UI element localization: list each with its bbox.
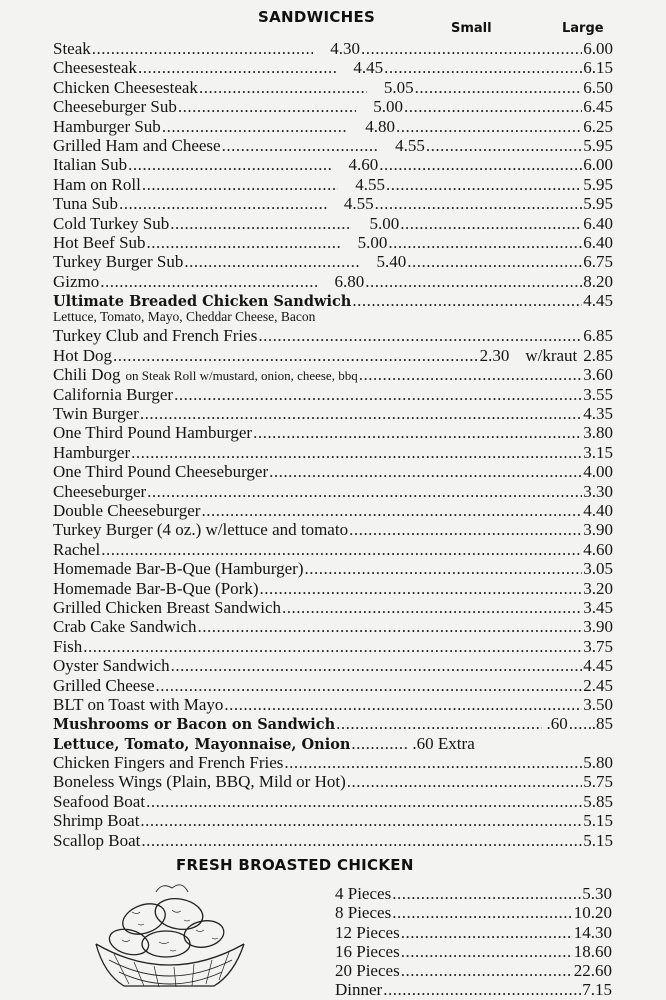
small-price: 4.30 bbox=[330, 39, 361, 58]
leader-dots bbox=[359, 365, 583, 384]
item-price: 7.15 bbox=[582, 980, 612, 1000]
leader-dots bbox=[171, 656, 583, 675]
menu-item-mushrooms bbox=[53, 714, 613, 733]
item-price: 10.20 bbox=[573, 903, 612, 923]
item-price: 4.00 bbox=[583, 462, 613, 482]
leader-dots bbox=[349, 520, 582, 539]
leader-dots bbox=[282, 598, 582, 617]
menu-item bbox=[335, 980, 612, 999]
leader-dots bbox=[141, 831, 582, 850]
large-price: 6.25 bbox=[583, 116, 613, 136]
menu-item bbox=[53, 753, 613, 772]
leader-dots bbox=[146, 792, 582, 811]
leader-dots bbox=[142, 175, 338, 194]
item-price: 5.15 bbox=[583, 811, 613, 831]
menu-item bbox=[335, 942, 612, 961]
menu-item bbox=[53, 404, 613, 423]
item-name: Tuna Sub bbox=[53, 194, 119, 214]
item-price: 3.15 bbox=[583, 442, 613, 462]
menu-item bbox=[53, 831, 613, 850]
menu-item bbox=[53, 155, 613, 174]
menu-item bbox=[53, 175, 613, 194]
large-price: 6.00 bbox=[583, 39, 613, 58]
leader-dots bbox=[198, 617, 583, 636]
large-price: 5.95 bbox=[583, 174, 613, 194]
item-price: 5.85 bbox=[583, 791, 613, 811]
leader-dots bbox=[386, 175, 582, 194]
item-name: One Third Pound Cheeseburger bbox=[53, 462, 269, 482]
chicken-list bbox=[335, 884, 612, 1000]
menu-item bbox=[335, 903, 612, 922]
menu-item bbox=[53, 58, 613, 77]
leader-dots bbox=[347, 772, 583, 791]
item-name: Hot Beef Sub bbox=[53, 232, 146, 252]
leader-dots bbox=[407, 252, 582, 271]
leader-dots bbox=[184, 252, 359, 271]
menu-item-ultimate bbox=[53, 291, 613, 310]
large-price: 6.40 bbox=[583, 232, 613, 252]
item-name: Turkey Club and French Fries bbox=[53, 326, 258, 346]
item-name: One Third Pound Hamburger bbox=[53, 423, 253, 443]
item-name: Grilled Cheese bbox=[53, 675, 155, 695]
item-price: 3.80 bbox=[583, 423, 613, 443]
leader-dots bbox=[336, 714, 541, 733]
item-name: Hamburger bbox=[53, 442, 131, 462]
item-name: Lettuce, Tomato, Mayonnaise, Onion bbox=[53, 735, 351, 753]
item-price: 3.60 bbox=[583, 365, 613, 385]
small-price: 6.80 bbox=[334, 271, 365, 291]
item-description: Lettuce, Tomato, Mayo, Cheddar Cheese, Bacon bbox=[53, 309, 316, 325]
item-name: Mushrooms or Bacon on Sandwich bbox=[53, 716, 336, 734]
menu-item bbox=[53, 520, 613, 539]
leader-dots bbox=[284, 753, 582, 772]
item-name: Chicken Fingers and French Fries bbox=[53, 753, 284, 773]
menu-item-chili-dog bbox=[53, 365, 613, 384]
item-name: Italian Sub bbox=[53, 155, 128, 175]
menu-item-hot-dog bbox=[53, 346, 613, 365]
leader-dots bbox=[140, 404, 582, 423]
item-name: Shrimp Boat bbox=[53, 811, 140, 831]
item-price: 3.90 bbox=[583, 520, 613, 540]
menu-item bbox=[53, 78, 613, 97]
item-name: 20 Pieces bbox=[335, 961, 400, 981]
item-price: 4.35 bbox=[583, 404, 613, 424]
kraut-price: 2.85 bbox=[583, 345, 613, 365]
small-price: 5.00 bbox=[369, 213, 400, 233]
large-price: 6.00 bbox=[583, 155, 613, 175]
menu-item bbox=[53, 792, 613, 811]
menu-item bbox=[335, 884, 612, 903]
leader-dots bbox=[388, 233, 582, 252]
menu-item bbox=[53, 252, 613, 271]
item-name: Hamburger Sub bbox=[53, 116, 161, 136]
item-name: Hot Dog bbox=[53, 345, 113, 365]
menu-item bbox=[53, 136, 613, 155]
item-name: Ham on Roll bbox=[53, 174, 141, 194]
leader-dots bbox=[401, 942, 573, 961]
item-name: Fish bbox=[53, 636, 83, 656]
sandwiches-title: SANDWICHES bbox=[258, 8, 376, 26]
leader-dots bbox=[100, 272, 317, 291]
item-price: 5.30 bbox=[582, 884, 612, 903]
leader-dots bbox=[222, 136, 378, 155]
small-price: 5.05 bbox=[383, 77, 414, 97]
item-name: BLT on Toast with Mayo bbox=[53, 694, 224, 714]
small-price: 5.00 bbox=[357, 232, 388, 252]
leader-dots bbox=[101, 540, 582, 559]
menu-item bbox=[53, 501, 613, 520]
leader-dots bbox=[92, 39, 313, 58]
item-price: 6.85 bbox=[583, 326, 613, 346]
item-price: 18.60 bbox=[573, 941, 612, 961]
item-price: 4.40 bbox=[583, 500, 613, 520]
menu-item bbox=[53, 598, 613, 617]
small-price: 4.45 bbox=[353, 58, 384, 78]
leader-dots bbox=[119, 194, 327, 213]
menu-item bbox=[53, 214, 613, 233]
leader-dots bbox=[258, 326, 582, 345]
menu-item bbox=[53, 656, 613, 675]
small-price: 4.55 bbox=[395, 135, 425, 155]
leader-dots bbox=[174, 385, 582, 404]
item-name: Cold Turkey Sub bbox=[53, 213, 170, 233]
large-price: .85 bbox=[591, 714, 613, 734]
item-name: Scallop Boat bbox=[53, 830, 141, 850]
leader-dots bbox=[140, 811, 582, 830]
leader-dots bbox=[379, 155, 582, 174]
leader-dots bbox=[201, 501, 582, 520]
item-name: Ultimate Breaded Chicken Sandwich bbox=[53, 293, 352, 311]
leader-dots bbox=[304, 559, 582, 578]
leader-dots bbox=[384, 58, 582, 77]
item-name: Homemade Bar-B-Que (Pork) bbox=[53, 578, 259, 598]
small-price: 5.40 bbox=[376, 252, 407, 272]
leader-dots bbox=[365, 272, 582, 291]
item-name: Grilled Ham and Cheese bbox=[53, 135, 221, 155]
item-price: 3.55 bbox=[583, 384, 613, 404]
leader-dots bbox=[260, 579, 583, 598]
menu-item bbox=[53, 443, 613, 462]
item-name: Homemade Bar-B-Que (Hamburger) bbox=[53, 559, 304, 579]
menu-item bbox=[53, 326, 613, 345]
kraut-label: w/kraut bbox=[525, 345, 578, 365]
item-name: 4 Pieces bbox=[335, 884, 392, 903]
leader-dots bbox=[401, 961, 573, 980]
large-price: 5.95 bbox=[583, 135, 613, 155]
leader-dots bbox=[147, 482, 582, 501]
menu-item bbox=[53, 559, 613, 578]
large-price: 6.75 bbox=[583, 252, 613, 272]
leader-dots bbox=[199, 78, 367, 97]
item-name: Twin Burger bbox=[53, 404, 139, 424]
small-price: 4.80 bbox=[365, 116, 396, 136]
item-price: 3.75 bbox=[583, 636, 613, 656]
leader-dots bbox=[224, 695, 582, 714]
leader-dots bbox=[178, 97, 356, 116]
small-price: 4.55 bbox=[343, 194, 374, 214]
small-price: 4.60 bbox=[348, 155, 379, 175]
leader-dots bbox=[396, 117, 582, 136]
item-price: 3.30 bbox=[583, 481, 613, 501]
item-name: Chili Dog bbox=[53, 365, 121, 385]
leader-dots bbox=[147, 233, 341, 252]
item-name: Gizmo bbox=[53, 271, 100, 291]
item-name: Steak bbox=[53, 39, 91, 58]
leader-dots bbox=[361, 39, 582, 58]
leader-dots bbox=[375, 194, 583, 213]
item-name: 16 Pieces bbox=[335, 941, 400, 961]
large-price: 6.45 bbox=[583, 97, 613, 117]
menu-item bbox=[53, 385, 613, 404]
item-price: 3.90 bbox=[583, 617, 613, 637]
item-price: 2.30 bbox=[479, 345, 510, 365]
menu-item bbox=[53, 423, 613, 442]
item-name: Rachel bbox=[53, 539, 101, 559]
item-price: 3.45 bbox=[583, 597, 613, 617]
menu-item bbox=[335, 961, 612, 980]
item-price: 4.60 bbox=[583, 539, 613, 559]
item-name: Cheeseburger bbox=[53, 481, 147, 501]
item-price: 4.45 bbox=[583, 656, 613, 676]
leader-dots bbox=[170, 214, 352, 233]
item-price: 3.50 bbox=[583, 694, 613, 714]
menu-item bbox=[53, 811, 613, 830]
leader-dots bbox=[392, 903, 573, 922]
menu-item bbox=[53, 695, 613, 714]
item-name: Seafood Boat bbox=[53, 791, 146, 811]
menu-item bbox=[53, 233, 613, 252]
menu-item bbox=[53, 194, 613, 213]
item-name: Cheeseburger Sub bbox=[53, 97, 177, 117]
menu-item bbox=[53, 676, 613, 695]
large-price: 6.50 bbox=[583, 77, 613, 97]
menu-item bbox=[53, 637, 613, 656]
menu-item bbox=[53, 462, 613, 481]
leader-dots bbox=[383, 980, 581, 999]
item-price: 3.20 bbox=[583, 578, 613, 598]
item-name: Boneless Wings (Plain, BBQ, Mild or Hot) bbox=[53, 772, 346, 792]
large-column-header: Large bbox=[562, 21, 604, 36]
large-price: 6.15 bbox=[583, 58, 613, 78]
item-name: Grilled Chicken Breast Sandwich bbox=[53, 597, 282, 617]
leader-dots bbox=[156, 676, 583, 695]
menu-item bbox=[53, 117, 613, 136]
small-price: 5.00 bbox=[373, 97, 404, 117]
leader-dots bbox=[401, 923, 573, 942]
item-price: 22.60 bbox=[573, 961, 612, 981]
item-price: 2.45 bbox=[583, 675, 613, 695]
broasted-chicken-title: FRESH BROASTED CHICKEN bbox=[176, 856, 414, 874]
leader-dots bbox=[113, 346, 479, 365]
leader-dots bbox=[128, 155, 331, 174]
item-name: 8 Pieces bbox=[335, 903, 392, 923]
item-price: .60 Extra bbox=[412, 733, 475, 753]
item-name: Turkey Burger Sub bbox=[53, 252, 184, 272]
menu-item-lettuce bbox=[53, 734, 613, 753]
leader-dots bbox=[569, 714, 591, 733]
item-name: California Burger bbox=[53, 384, 174, 404]
item-price: 5.15 bbox=[583, 830, 613, 850]
item-name: Chicken Cheesesteak bbox=[53, 77, 198, 97]
item-name: Double Cheeseburger bbox=[53, 500, 201, 520]
item-name: Crab Cake Sandwich bbox=[53, 617, 197, 637]
menu-item bbox=[53, 39, 613, 58]
large-price: 8.20 bbox=[583, 271, 613, 291]
large-price: 5.95 bbox=[583, 194, 613, 214]
leader-dots bbox=[426, 136, 582, 155]
item-name: Dinner bbox=[335, 980, 383, 1000]
leader-dots bbox=[269, 462, 582, 481]
item-note: on Steak Roll w/mustard, onion, cheese, bbq bbox=[125, 368, 358, 384]
small-price: 4.55 bbox=[355, 174, 386, 194]
leader-dots bbox=[138, 58, 336, 77]
item-name: Oyster Sandwich bbox=[53, 656, 170, 676]
menu-item bbox=[53, 97, 613, 116]
menu-item bbox=[53, 540, 613, 559]
leader-dots bbox=[400, 214, 582, 233]
small-column-header: Small bbox=[451, 21, 492, 36]
menu-item bbox=[53, 579, 613, 598]
large-price: 6.40 bbox=[583, 213, 613, 233]
chicken-basket-illustration bbox=[84, 874, 254, 994]
leader-dots bbox=[415, 78, 583, 97]
leader-dots bbox=[83, 637, 582, 656]
item-price: 5.80 bbox=[583, 753, 613, 773]
item-name: Turkey Burger (4 oz.) w/lettuce and tomato bbox=[53, 520, 349, 540]
item-price: 3.05 bbox=[583, 559, 613, 579]
item-price: 4.45 bbox=[583, 291, 613, 311]
sandwich-list bbox=[53, 39, 613, 850]
leader-dots bbox=[131, 443, 582, 462]
menu-item bbox=[53, 272, 613, 291]
item-price: 5.75 bbox=[583, 772, 613, 792]
leader-dots bbox=[392, 884, 581, 903]
menu-item bbox=[53, 617, 613, 636]
leader-dots bbox=[352, 291, 582, 310]
menu-item bbox=[53, 772, 613, 791]
leader-dots bbox=[404, 97, 582, 116]
menu-item bbox=[335, 923, 612, 942]
item-name: Cheesesteak bbox=[53, 58, 138, 78]
leader-dots bbox=[253, 423, 582, 442]
menu-item bbox=[53, 482, 613, 501]
small-price: .60 bbox=[546, 714, 568, 734]
item-name: 12 Pieces bbox=[335, 922, 400, 942]
item-price: 14.30 bbox=[573, 922, 612, 942]
leader-dots bbox=[351, 734, 407, 753]
leader-dots bbox=[162, 117, 348, 136]
